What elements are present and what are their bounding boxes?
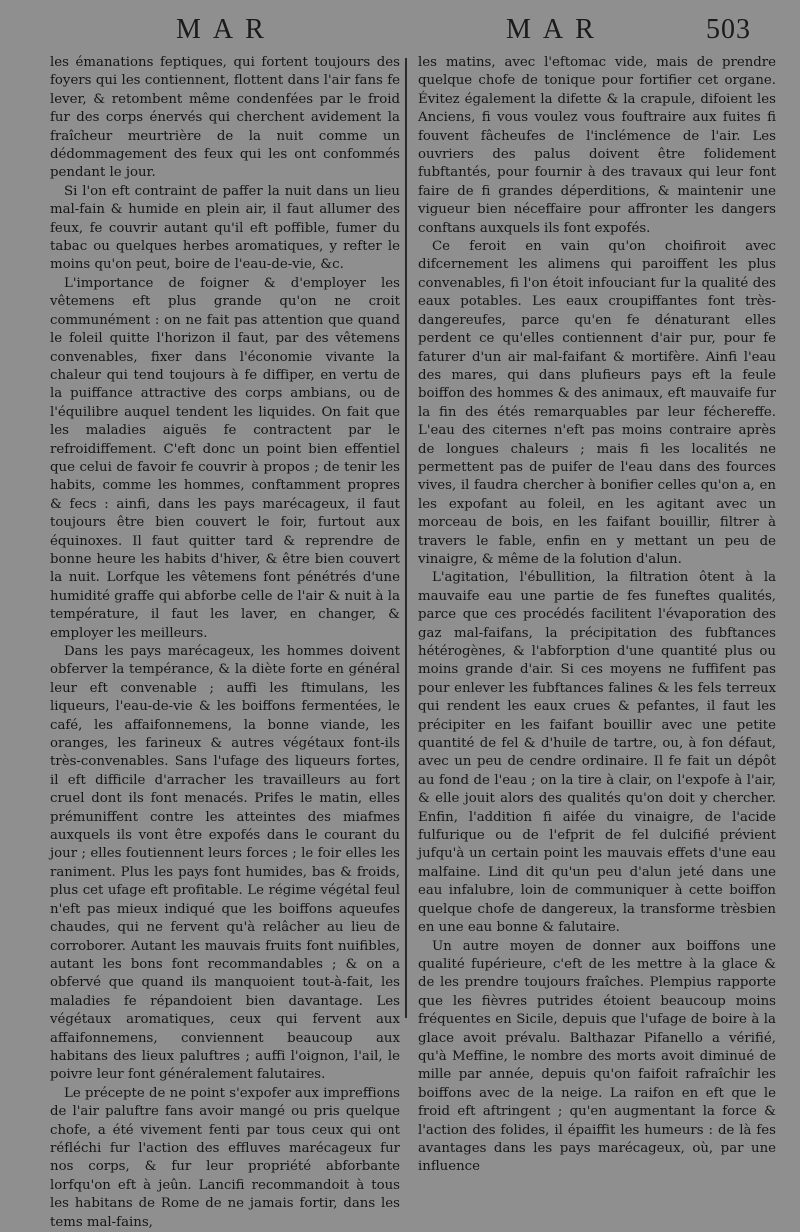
running-title-right: MAR xyxy=(506,14,606,45)
paragraph: les émanations feptiques, qui fortent toujours des foyers qui les contiennent, flottent dans l'air fans fe lever, & retombent même condenfées par le froid fur des corps énervés qui cherchent avidement la fraîcheur meurtrière de la nuit comme un dédommagement des feux qui les ont confommés pendant le jour. xyxy=(50,55,400,181)
paragraph: Dans les pays marécageux, les hommes doivent obferver la tempérance, & la diète forte en général leur eft convenable ; auffi les ftimulans, les liqueurs, l'eau-de-vie & les boiffons fermentées, le café, les affaifonnemens, la bonne viande, les oranges, les farineux & autres végétaux font-ils très-convenables. Sans l'ufage des liqueurs fortes, il eft difficile d'arracher les travailleurs au fort cruel dont ils font menacés. Prifes le matin, elles prémuniffent contre les atteintes des miafmes auxquels ils vont être expofés dans le courant du jour ; elles foutiennent leurs forces ; le foir elles les raniment. Plus les pays font humides, bas & froids, plus cet ufage eft profitable. Le régime végétal feul n'eft pas mieux indiqué que les boiffons aqueufes chaudes, qui ne fervent qu'à relâcher au lieu de corroborer. Autant les mauvais fruits font nuifibles, autant les bons font recommandables ; & on a obfervé que quand ils manquoient tout-à-fait, les maladies fe répandoient bien davantage. Les végétaux aromatiques, ceux qui fervent aux affaifonnemens, conviennent beaucoup aux habitans des lieux paluftres ; auffi l'oignon, l'ail, le poivre leur font généralement falutaires. xyxy=(50,644,400,1083)
paragraph: Ce feroit en vain qu'on choifiroit avec difcernement les alimens qui paroiffent les plus convenables, fi l'on étoit infouciant fur la qualité des eaux potables. Les eaux croupiffantes font très-dangereufes, parce qu'en fe dénaturant elles perdent ce qu'elles contiennent d'air pur, pour fe faturer d'un air mal-faifant & mortifère. Ainfi l'eau des mares, qui dans plufieurs pays eft la feule boiffon des hommes & des animaux, eft mauvaife fur la fin des étés remarquables par leur féchereffe. L'eau des citernes n'eft pas moins contraire après de longues chaleurs ; mais fi les localités ne permettent pas de puifer de l'eau dans des fources vives, il faudra chercher à bonifier celles qu'on a, en les expofant au foleil, en les agitant avec un morceau de bois, en les faifant bouillir, filtrer à travers le fable, enfin en y mettant un peu de vinaigre, & même de la folution d'alun. xyxy=(418,239,776,567)
running-title-left: MAR xyxy=(176,14,276,45)
paragraph: Le précepte de ne point s'expofer aux impreffions de l'air paluftre fans avoir mangé ou pris quelque chofe, a été vivement fenti par tous ceux qui ont réfléchi fur l'action des effluves marécageux fur nos corps, & fur leur propriété abforbante lorfqu'on eft à jeûn. Lancifi recommandoit à tous les habitans de Rome de ne jamais fortir, dans les tems mal-fains, xyxy=(50,1085,400,1230)
right-column xyxy=(418,54,776,1177)
paragraph: Si l'on eft contraint de paffer la nuit dans un lieu mal-fain & humide en plein air, il faut allumer des feux, fe couvrir autant qu'il eft poffible, fumer du tabac ou quelques herbes aromatiques, y refter le moins qu'on peut, boire de l'eau-de-vie, &c. xyxy=(50,183,400,273)
paragraph: Un autre moyen de donner aux boiffons une qualité fupérieure, c'eft de les mettre à la glace & de les prendre toujours fraîches. Plempius rapporte que les fièvres putrides étoient beaucoup moins fréquentes en Sicile, depuis que l'ufage de boire à la glace avoit prévalu. Balthazar Pifanello a vérifié, qu'à Meffine, le nombre des morts avoit diminué de mille par année, depuis qu'on faifoit rafraîchir les boiffons avec de la neige. La raifon en eft que le froid eft aftringent ; qu'en augmentant la force & l'action des folides, il épaiffit les humeurs : de là fes avantages dans les pays marécageux, où, par une influence xyxy=(418,938,776,1175)
paragraph: L'agitation, l'ébullition, la filtration ôtent à la mauvaife eau une partie de fes funeftes qualités, parce que ces procédés facilitent l'évaporation des gaz mal-faifans, la précipitation des fubftances hétérogènes, & l'abforption d'une quantité plus ou moins grande d'air. Si ces moyens ne fuffifent pas pour enlever les fubftances falines & les fels terreux qui rendent les eaux crues & pefantes, il faut les précipiter en les faifant bouillir avec une petite quantité de fel & d'huile de tartre, ou, à fon défaut, avec un peu de cendre ordinaire. Il fe fait un dépôt au fond de l'eau ; on la tire à clair, on l'expofe à l'air, & elle jouit alors des qualités qu'on doit y chercher. Enfin, l'addition fi aifée du vinaigre, de l'acide fulfurique ou de l'efprit de fel dulcifié prévient jufqu'à un certain point les mauvais effets d'une eau malfaine. Lind dit qu'un peu d'alun jeté dans une eau infalubre, loin de communiquer à cette boiffon quelque chofe de dangereux, la transforme trèsbien en une eau bonne & falutaire. xyxy=(418,570,776,936)
left-column xyxy=(50,54,400,1232)
paragraph: les matins, avec l'eftomac vide, mais de prendre quelque chofe de tonique pour fortifier cet organe. Évitez également la difette & la crapule, difoient les Anciens, fi vous voulez vous fouftraire aux fuites fi fouvent fâcheufes de l'inclémence de l'air. Les ouvriers des palus doivent être folidement fubftantés, pour fournir à des travaux qui leur font faire de fi grandes déperditions, & maintenir une vigueur bien néceffaire pour affronter les dangers conftans auxquels ils font expofés. xyxy=(418,55,776,236)
paragraph: L'importance de foigner & d'employer les vêtemens eft plus grande qu'on ne croit communément : on ne fait pas attention que quand le foleil quitte l'horizon il faut, par des vêtemens convenables, fixer dans l'économie vivante la chaleur qui tend toujours à fe diffiper, en vertu de la puiffance attractive des corps ambians, ou de l'équilibre auquel tendent les liquides. On fait que les maladies aiguës fe contractent par le refroidiffement. C'eft donc un point bien effentiel que celui de favoir fe couvrir à propos ; de tenir les habits, comme les hommes, conftamment propres & fecs : ainfi, dans les pays marécageux, il faut toujours être bien couvert le foir, furtout aux équinoxes. Il faut quitter tard & reprendre de bonne heure les habits d'hiver, & être bien couvert la nuit. Lorfque les vêtemens font pénétrés d'une humidité graffe qui abforbe celle de l'air & nuit à la température, il faut les laver, en changer, & employer les meilleurs. xyxy=(50,275,400,641)
page-number: 503 xyxy=(706,14,751,45)
column-divider xyxy=(405,58,407,1018)
running-header xyxy=(0,14,800,50)
